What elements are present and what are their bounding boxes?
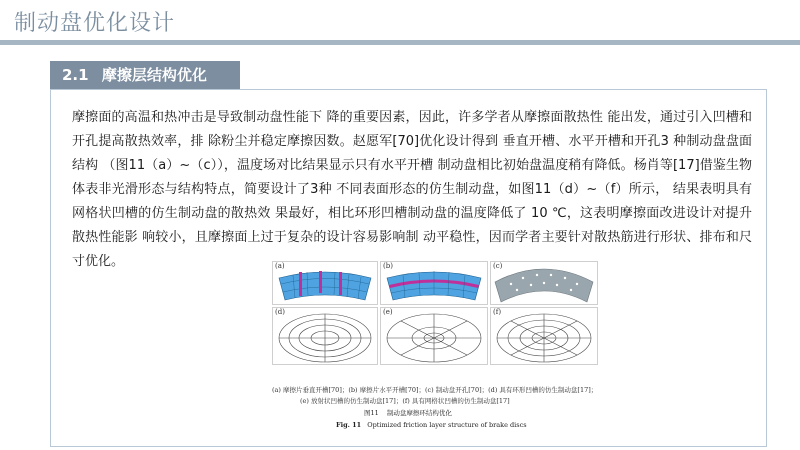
page-title: 制动盘优化设计 xyxy=(14,11,176,36)
figure-11 xyxy=(272,261,596,385)
figure-label: 图11 xyxy=(364,409,379,417)
body-paragraph: 摩擦面的高温和热冲击是导致制动盘性能下 降的重要因素，因此，许多学者从摩擦面散热性 能出发，通过引入凹槽和开孔提高散热效率，排 除粉尘并稳定摩擦因数。赵愿军[70]优化设计得到 垂直开槽、水平开槽和开孔3 种制动盘盘面结构 （图11（a）~（c）），温度场对比结果显示只有水平开槽 制动盘相比初始盘温度稍有降低。杨肖等[17]借鉴生物体表非光滑形态与结构特点，简要设计了3种 不同表面形态的仿生制动盘，如图11（d）~（f）所示， 结果表明具有网格状凹槽的仿生制动盘的散热效 果最好，相比环形凹槽制动盘的温度降低了 10 ℃，这表明摩擦面改进设计对提升散热性能影 响较小，且摩擦面上过于复杂的设计容易影响制 动平稳性，因而学者主要针对散热筋进行形状、排布和尺寸优化。 xyxy=(72,110,752,269)
radial-groove-disc-diagram xyxy=(381,308,487,364)
panel-b-letter: (b) xyxy=(383,262,393,270)
ring-groove-disc-diagram xyxy=(273,308,377,364)
figure-title-text: 制动盘摩擦环结构优化 xyxy=(386,409,452,417)
figure-label-en: Fig. 11 xyxy=(336,421,362,429)
title-divider xyxy=(0,40,800,45)
drilled-disc-image xyxy=(491,262,597,304)
panel-c-letter: (c) xyxy=(493,262,503,270)
panel-f xyxy=(490,307,598,365)
panel-e xyxy=(380,307,488,365)
figure-title xyxy=(364,408,452,417)
panel-c xyxy=(490,261,598,305)
vertical-groove-disc-image xyxy=(273,262,377,304)
section-heading xyxy=(50,61,240,89)
figure-caption-line-2: (e) 放射状凹槽的仿生制动盘[17]；(f) 具有网格状凹槽的仿生制动盘[17] xyxy=(300,397,510,405)
panel-e-letter: (e) xyxy=(383,308,393,316)
panel-a xyxy=(272,261,378,305)
panel-b xyxy=(380,261,488,305)
panel-d-letter: (d) xyxy=(275,308,285,316)
section-title: 摩擦层结构优化 xyxy=(101,66,207,84)
figure-title-en-text: Optimized friction layer structure of brake discs xyxy=(367,421,527,429)
panel-f-letter: (f) xyxy=(493,308,502,316)
panel-d xyxy=(272,307,378,365)
horizontal-groove-disc-image xyxy=(381,262,487,304)
panel-a-letter: (a) xyxy=(275,262,285,270)
figure-title-en xyxy=(336,421,527,429)
grid-groove-disc-diagram xyxy=(491,308,597,364)
figure-caption-line-1: (a) 摩擦片垂直开槽[70]；(b) 摩擦片水平开槽[70]；(c) 制动盘开孔[70]；(d) 具有环形凹槽的仿生制动盘[17]； xyxy=(272,386,598,394)
title-band xyxy=(0,0,800,44)
section-number: 2.1 xyxy=(62,66,89,84)
